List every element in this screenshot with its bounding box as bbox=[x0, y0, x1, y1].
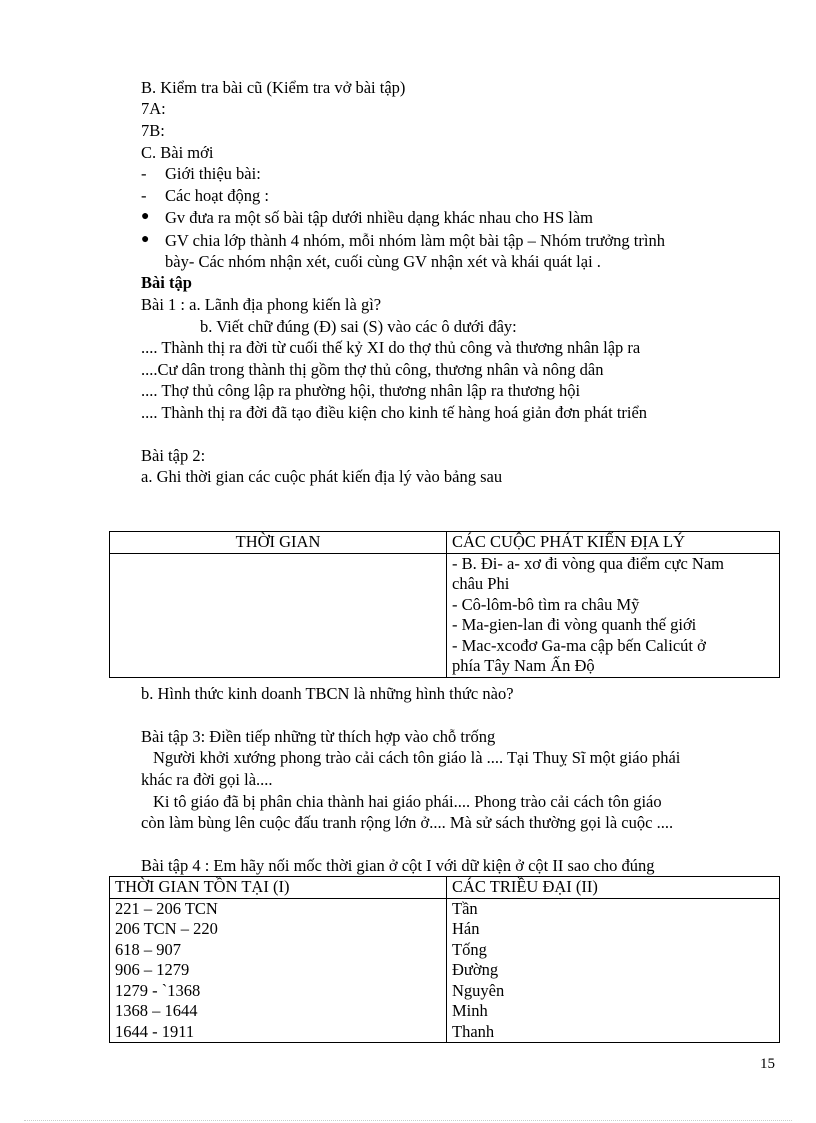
time-value: 1368 – 1644 bbox=[115, 1001, 198, 1020]
ex1-question-b: b. Viết chữ đúng (Đ) sai (S) vào các ô dưới đây: bbox=[200, 317, 517, 336]
discoveries-table bbox=[109, 531, 780, 678]
table-header-cell: CÁC TRIỀU ĐẠI (II) bbox=[447, 877, 780, 899]
ex2-title: Bài tập 2: bbox=[141, 446, 206, 465]
ex1-question-a: Bài 1 : a. Lãnh địa phong kiến là gì? bbox=[141, 295, 382, 314]
class-7a: 7A: bbox=[141, 99, 166, 118]
ex3-line: Ki tô giáo đã bị phân chia thành hai giáo phái.... Phong trào cải cách tôn giáo bbox=[153, 792, 662, 811]
dash-item-text: Các hoạt động : bbox=[165, 186, 270, 205]
discovery-line: - Ma-gien-lan đi vòng quanh thế giới bbox=[452, 615, 697, 634]
ex2-question-a: a. Ghi thời gian các cuộc phát kiến địa lý vào bảng sau bbox=[141, 467, 503, 486]
dynasty-value: Minh bbox=[452, 1001, 488, 1020]
bullet-text: GV chia lớp thành 4 nhóm, mỗi nhóm làm một bài tập – Nhóm trưởng trình bbox=[165, 231, 665, 250]
dash-item: - bbox=[141, 164, 147, 183]
dynasty-value: Tần bbox=[452, 898, 478, 918]
dynasty-cell bbox=[447, 898, 780, 1043]
dynasty-value: Đường bbox=[452, 960, 499, 979]
table-row bbox=[110, 553, 780, 677]
dynasty-value: Tống bbox=[452, 939, 487, 959]
discovery-line: phía Tây Nam Ấn Độ bbox=[452, 656, 595, 675]
ex3-line: Người khởi xướng phong trào cải cách tôn giáo là .... Tại Thuỵ Sĩ một giáo phái bbox=[153, 748, 681, 767]
dynasties-table bbox=[109, 876, 780, 1043]
time-cell bbox=[110, 898, 447, 1043]
ex3-line: khác ra đời gọi là.... bbox=[141, 770, 273, 789]
table-header-row bbox=[110, 532, 780, 554]
page-number: 15 bbox=[760, 1056, 775, 1072]
discovery-line: châu Phi bbox=[452, 574, 510, 593]
time-cell bbox=[110, 553, 447, 677]
dynasty-value: Nguyên bbox=[452, 980, 505, 1000]
dynasty-value: Thanh bbox=[452, 1021, 495, 1041]
dynasty-value: Hán bbox=[452, 919, 480, 938]
ex1-statement: .... Thành thị ra đời đã tạo điều kiện cho kinh tế hàng hoá giản đơn phát triển bbox=[141, 403, 648, 422]
bullet-icon: ● bbox=[141, 209, 150, 224]
ex2-question-b: b. Hình thức kinh doanh TBCN là những hình thức nào? bbox=[141, 684, 514, 703]
ex1-statement: .... Thợ thủ công lập ra phường hội, thương nhân lập ra thương hội bbox=[141, 381, 581, 400]
discovery-line: - Mac-xcođơ Ga-ma cập bến Calicút ở bbox=[452, 635, 706, 655]
ex1-statement: ....Cư dân trong thành thị gồm thợ thủ công, thương nhân và nông dân bbox=[141, 360, 604, 379]
section-c-heading: C. Bài mới bbox=[141, 143, 214, 162]
bullet-icon: ● bbox=[141, 232, 150, 247]
time-value: 1644 - 1911 bbox=[115, 1021, 195, 1041]
dash-item-text: Giới thiệu bài: bbox=[165, 164, 261, 183]
time-value: 206 TCN – 220 bbox=[115, 919, 218, 938]
table-header-cell: THỜI GIAN TỒN TẠI (I) bbox=[110, 877, 447, 899]
discoveries-cell bbox=[447, 553, 780, 677]
time-value: 906 – 1279 bbox=[115, 960, 190, 979]
ex3-line: còn làm bùng lên cuộc đấu tranh rộng lớn ở.... Mà sử sách thường gọi là cuộc .... bbox=[141, 813, 674, 832]
ex4-title: Bài tập 4 : Em hãy nối mốc thời gian ở cột I với dữ kiện ở cột II sao cho đúng bbox=[141, 856, 655, 875]
bullet-text: Gv đưa ra một số bài tập dưới nhiều dạng khác nhau cho HS làm bbox=[165, 208, 594, 227]
exercise-heading: Bài tập bbox=[141, 273, 192, 292]
table-header-row bbox=[110, 877, 780, 899]
dash-item: - bbox=[141, 186, 147, 205]
time-value: 618 – 907 bbox=[115, 939, 181, 959]
table-row bbox=[110, 898, 780, 1043]
ex1-statement: .... Thành thị ra đời từ cuối thế kỷ XI do thợ thủ công và thương nhân lập ra bbox=[141, 338, 641, 357]
discovery-line: - B. Đi- a- xơ đi vòng qua điểm cực Nam bbox=[452, 553, 724, 573]
bullet-text: bày- Các nhóm nhận xét, cuối cùng GV nhận xét và khái quát lại . bbox=[165, 252, 601, 271]
discovery-line: - Cô-lôm-bô tìm ra châu Mỹ bbox=[452, 594, 640, 614]
table-header-cell: CÁC CUỘC PHÁT KIẾN ĐỊA LÝ bbox=[447, 532, 780, 554]
ex3-title: Bài tập 3: Điền tiếp những từ thích hợp vào chỗ trống bbox=[141, 727, 496, 746]
page-bottom-divider bbox=[24, 1120, 792, 1121]
time-value: 221 – 206 TCN bbox=[115, 898, 218, 918]
section-b-heading: B. Kiểm tra bài cũ (Kiểm tra vở bài tập) bbox=[141, 78, 406, 97]
time-value: 1279 - `1368 bbox=[115, 980, 201, 1000]
table-header-cell: THỜI GIAN bbox=[110, 532, 447, 554]
class-7b: 7B: bbox=[141, 121, 165, 140]
